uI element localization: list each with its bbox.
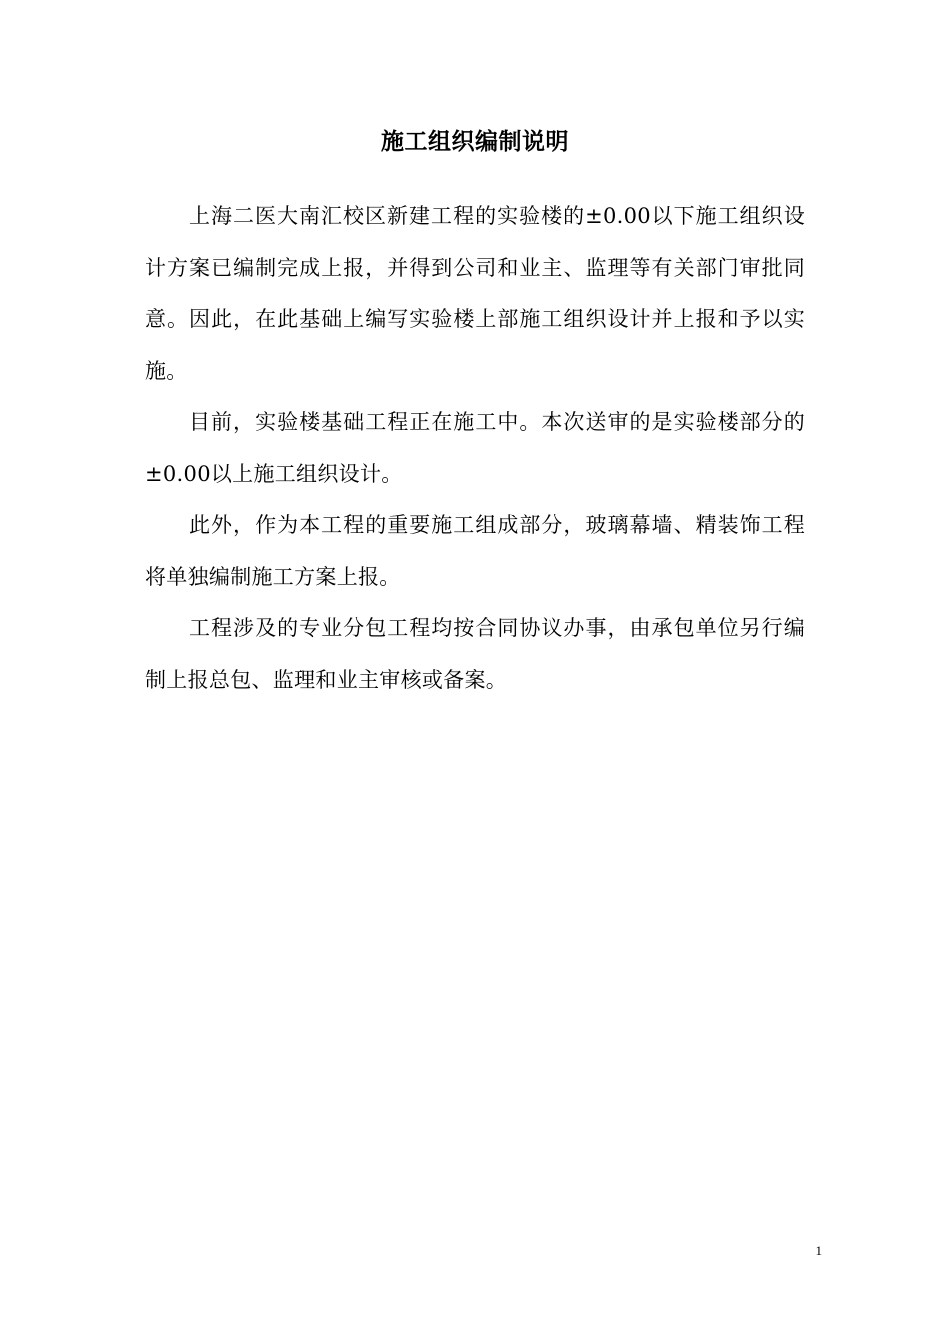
document-title: 施工组织编制说明	[381, 129, 569, 155]
paragraph-4: 工程涉及的专业分包工程均按合同协议办事，由承包单位另行编制上报总包、监理和业主审核或备案。	[145, 616, 805, 692]
page-number: 1	[815, 1243, 822, 1258]
document-body	[145, 191, 805, 706]
paragraph-1: 上海二医大南汇校区新建工程的实验楼的±0.00以下施工组织设计方案已编制完成上报，并得到公司和业主、监理等有关部门审批同意。因此，在此基础上编写实验楼上部施工组织设计并上报和予以实施。	[145, 204, 805, 383]
paragraph-3: 此外，作为本工程的重要施工组成部分，玻璃幕墙、精装饰工程将单独编制施工方案上报。	[145, 513, 805, 589]
paragraph-2: 目前，实验楼基础工程正在施工中。本次送审的是实验楼部分的±0.00以上施工组织设计。	[145, 410, 805, 486]
